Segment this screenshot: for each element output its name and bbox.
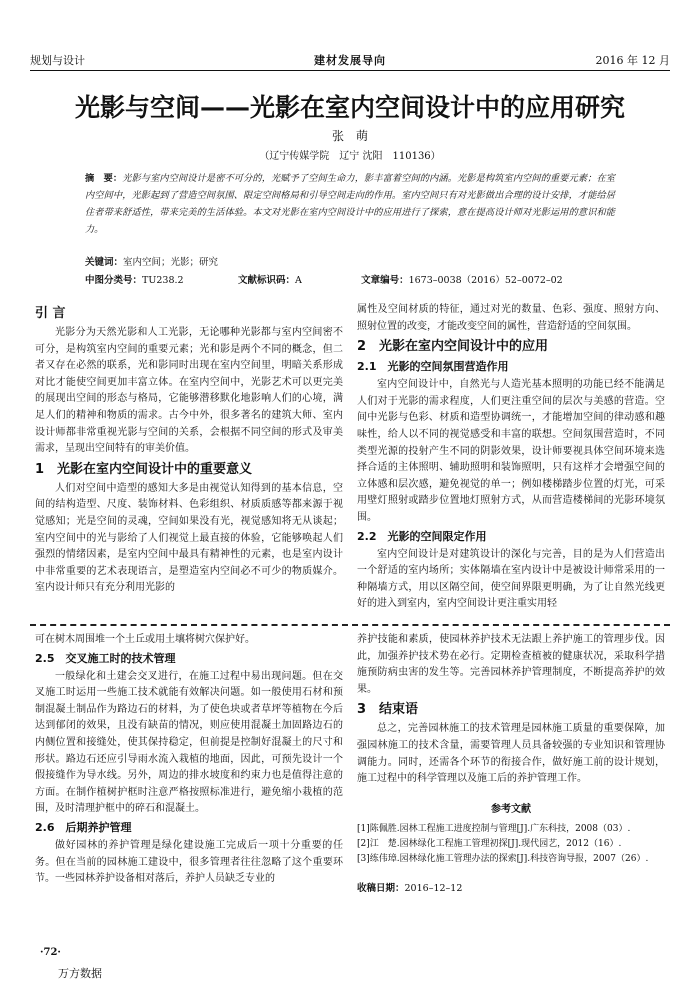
paragraph-lower-right-cont: 养护技能和素质，使园林养护技术无法跟上养护施工的管理步伐。因此，加强养护技术势在必行。定期检查植被的健康状况，采取科学措施预防病虫害的发生等。完善园林养护管理制度，不断提高养护的效果。 [357,634,665,695]
running-header [30,52,670,70]
upper-right-column [357,302,665,613]
reference-item: [1]陈佩胜.园林工程施工进度控制与管理[J].广东科技，2008（03）. [357,824,631,835]
received-label: 收稿日期： [357,883,405,895]
heading-intro: 引 言 [35,306,66,321]
reference-item: [2]江 楚.园林绿化工程施工管理初探[J].现代园艺，2012（16）. [357,839,622,850]
paragraph-lower-cont: 可在树木周围堆一个土丘或用土壤将树穴保护好。 [35,634,255,645]
header-section: 规划与设计 [30,54,85,67]
paragraph-2-5: 一般绿化和土建会交叉进行，在施工过程中易出现问题。但在交叉施工时运用一些施工技术就能有效解决问题。如一般使用石材和预制混凝土制品作为路边石的材料，为了使色块或者草坪等植物在今后达到郁闭的效果，且没有缺苗的情况，则应使用混凝土加固路边石的内侧位置和接缝处，使其保持稳定，但前提是控制好混凝土的尺寸和形状。路边石还应引导雨水流入栽植的地面，因此，可预先设计一个假接缝作为导水线。另外，周边的排水坡度和约束力也是值得注意的方面。在制作植树护框时注意严格按照标准进行，避免缩小栽植的范围，及时清理护框中的碎石和混凝土。 [35,670,343,815]
heading-2-1: 2.1 光影的空间氛围营造作用 [357,360,509,374]
paragraph-cont: 属性及空间材质的特征，通过对光的数量、色彩、强度、照射方向、照射位置的改变，才能改变空间的属性，营造舒适的空间氛围。 [357,304,665,332]
abstract-label: 摘 要： [85,173,123,184]
affiliation: （辽宁传媒学院 辽宁 沈阳 110136） [259,151,441,162]
reference-item: [3]练伟璋.园林绿化施工管理办法的探索[J].科技咨询导报，2007（26）. [357,854,649,865]
heading-2-6: 2.6 后期养护管理 [35,820,132,834]
references-title: 参考文献 [491,803,531,815]
cls-label: 中图分类号： [85,275,143,286]
keywords [85,254,218,268]
keywords-label: 关键词： [85,257,124,268]
heading-3: 3 结束语 [357,702,419,718]
source-watermark: 万方数据 [58,967,102,980]
paragraph-2-6: 做好园林的养护管理是绿化建设施工完成后一项十分重要的任务。但在当前的园林施工建设中，很多管理者往往忽略了这个重要环节。一些园林养护设备相对落后，养护人员缺乏专业的 [35,839,343,885]
classification-line [85,272,625,286]
doc-label: 文献标识码： [238,275,296,286]
received-value: 2016–12–12 [404,883,463,895]
heading-2-2: 2.2 光影的空间限定作用 [357,529,487,543]
paragraph-2-1: 室内空间设计中，自然光与人造光基本照明的功能已经不能满足人们对于光影的需求程度，人们更注重空间的层次与美感的营造。空间中光影与色彩、材质和造型协调统一，才能增加空间的律动感和趣味性，给人以不同的视觉感受和丰富的联想。空间氛围营造时，不同类型光源的投射产生不同的阴影效果，设计师要视具体空间环境来选择合适的主体照明、辅助照明和装饰照明，只有这样才会增强空间的立体感和层次感，避免视觉的单一；例如楼梯踏步位置的灯光，可采用壁灯照射或踏步位置地灯照射方式，从而营造楼梯间的光影环境氛围。 [357,379,665,523]
page-number: ·72· [40,947,61,958]
received-date [357,881,665,898]
cls-value: TU238.2 [142,275,184,286]
upper-left-column [35,302,343,597]
paragraph-3: 总之，完善园林施工的技术管理是园林施工质量的重要保障，加强园林施工的技术含量，需要管理人员具备较强的专业知识和管理协调能力。同时，还需各个环节的衔接合作，做好施工前的设计规划，施工过程中的科学管理以及施工后的养护管理工作。 [357,723,665,785]
paragraph-2-2: 室内空间设计是对建筑设计的深化与完善，目的是为人们营造出一个舒适的室内场所；实体隔墙在室内设计中是被设计师常采用的一种隔墙方式，用以区隔空间，使空间界限更明确，为了让自然光线更好的进入到室内，室内空间设计更注重实用轻 [357,548,665,610]
keywords-text: 室内空间；光影；研究 [123,257,219,268]
author: 张 萌 [331,129,368,143]
article-separator [30,624,670,626]
abstract [85,170,615,238]
header-date: 2016 年 12 月 [595,54,670,67]
header-journal: 建材发展导向 [314,54,386,67]
heading-2: 2 光影在室内空间设计中的应用 [357,339,549,355]
header-rule [30,70,670,71]
art-value: 1673–0038（2016）52–0072–02 [408,275,563,286]
lower-left-column [35,632,343,888]
article-title: 光影与空间——光影在室内空间设计中的应用研究 [74,93,625,122]
lower-right-column [357,632,665,898]
heading-2-5: 2.5 交叉施工时的技术管理 [35,651,176,665]
art-label: 文章编号： [361,275,409,286]
doc-value: A [295,275,302,286]
heading-1: 1 光影在室内空间设计中的重要意义 [35,461,253,477]
abstract-text: 光影与室内空间设计是密不可分的，光赋予了空间生命力，影丰富着空间的内涵。光影是构筑室内空间的重要元素；在室内空间中，光影起到了营造空间氛围、限定空间格局和引导空间走向的作用。室内空间只有对光影做出合理的设计安排，才能给居住者带来舒适性，带来完美的生活体验。本文对光影在室内空间设计中的应用进行了探索，意在提高设计师对光影运用的意识和能力。 [85,173,615,235]
paragraph-intro: 光影分为天然光影和人工光影，无论哪种光影都与室内空间密不可分，是构筑室内空间的重要元素；光和影是两个不同的概念，但二者又存在必然的联系，光和影同时出现在室内空间里，明暗关系形成对比才能使空间更加丰富立体。在室内空间中，光影艺术可以更完美的展现出空间的形态与格局，它能够潜移默化地影响人们的心境，满足人们的精神和物质的需求。古今中外，很多著名的建筑大师、室内设计师都非常重视光影与空间的关系，会根据不同空间的形式及审美需求，呈现出空间特有的审美价值。 [35,327,343,455]
paragraph-1: 人们对空间中造型的感知大多是由视觉认知得到的基本信息，空间的结构造型、尺度、装饰材料、色彩组织、材质质感等都来源于视觉感知；光是空间的灵魂，空间如果没有光，视觉感知将无从谈起；室内空间中的光与影给了人们视觉上最直接的体验，它能够唤起人们强烈的情绪因素，是室内空间中最具有精神性的元素，也是室内设计中非常重要的艺术表现语言，是塑造室内空间必不可少的物质媒介。室内设计师只有充分利用光影的 [35,482,343,594]
